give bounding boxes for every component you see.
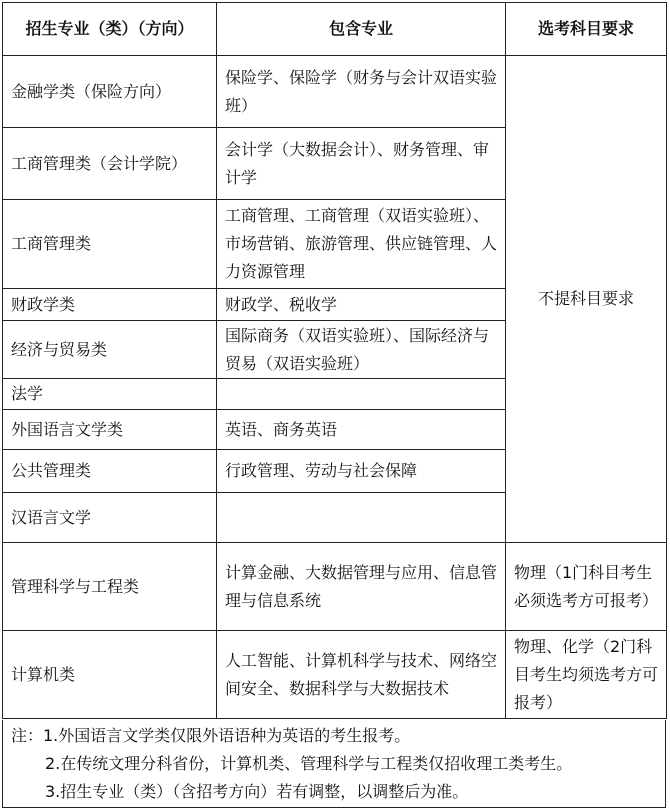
includes-cell [217,493,506,543]
header-requirement: 选考科目要求 [506,3,667,56]
requirement-cell-physics: 物理（1门科目考生必须选考方可报考） [506,543,667,631]
table-row [3,631,667,719]
includes-cell: 人工智能、计算机科学与技术、网络空间安全、数据科学与大数据技术 [217,631,506,719]
major-cell: 经济与贸易类 [3,321,217,379]
note-line-2: 2.在传统文理分科省份，计算机类、管理科学与工程类仅招收理工类考生。 [45,754,573,773]
note-line-3: 3.招生专业（类）（含招考方向）若有调整，以调整后为准。 [45,782,469,801]
major-cell: 财政学类 [3,289,217,321]
major-cell: 工商管理类 [3,200,217,289]
table-header-row [3,3,667,56]
major-cell: 外国语言文学类 [3,410,217,450]
includes-cell: 工商管理、工商管理（双语实验班）、市场营销、旅游管理、供应链管理、人力资源管理 [217,200,506,289]
includes-cell: 计算金融、大数据管理与应用、信息管理与信息系统 [217,543,506,631]
major-cell: 工商管理类（会计学院） [3,128,217,200]
header-includes: 包含专业 [217,3,506,56]
major-cell: 公共管理类 [3,450,217,493]
major-cell: 管理科学与工程类 [3,543,217,631]
includes-cell: 行政管理、劳动与社会保障 [217,450,506,493]
table-row [3,543,667,631]
includes-cell: 英语、商务英语 [217,410,506,450]
note-line-1: 注：1.外国语言文学类仅限外语语种为英语的考生报考。 [11,726,411,745]
major-cell: 金融学类（保险方向） [3,56,217,128]
admission-majors-table [2,2,667,719]
notes-box [2,720,666,808]
includes-cell: 保险学、保险学（财务与会计双语实验班） [217,56,506,128]
includes-cell [217,379,506,410]
major-cell: 法学 [3,379,217,410]
requirement-cell-shared: 不提科目要求 [506,56,667,543]
major-cell: 汉语言文学 [3,493,217,543]
requirement-cell-physics-chemistry: 物理、化学（2门科目考生均须选考方可报考） [506,631,667,719]
includes-cell: 会计学（大数据会计）、财务管理、审计学 [217,128,506,200]
header-major: 招生专业（类）（方向） [3,3,217,56]
table-row [3,56,667,128]
major-cell: 计算机类 [3,631,217,719]
includes-cell: 财政学、税收学 [217,289,506,321]
includes-cell: 国际商务（双语实验班）、国际经济与贸易（双语实验班） [217,321,506,379]
